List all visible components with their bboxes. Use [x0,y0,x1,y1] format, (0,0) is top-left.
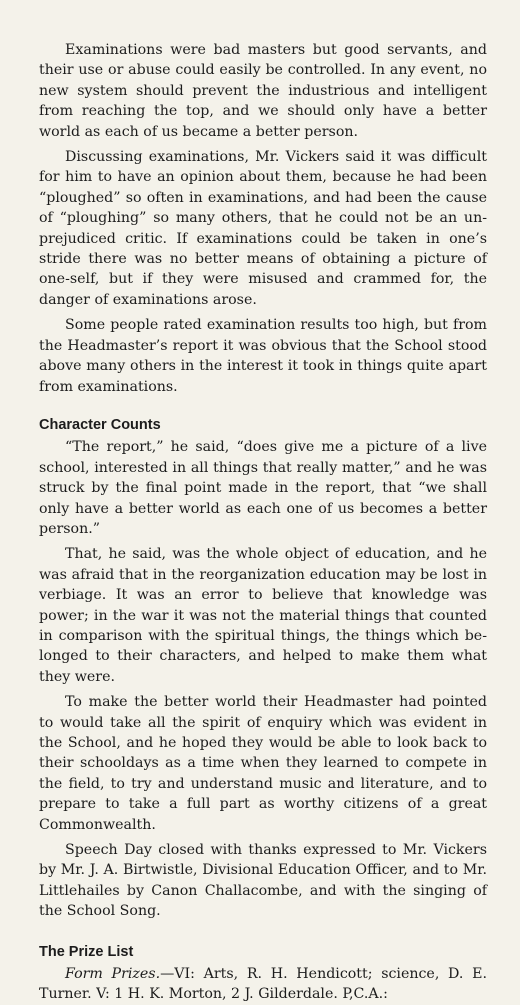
form-prizes-paragraph [39,964,487,1005]
section-heading-character-counts: Character Counts [39,416,161,433]
body-paragraph: “The report,” he said, “does give me a picture of a live school, interested in all things that really matter,” and he was struck by the final point made in the report, that “we shall only have a better world as each one of us becomes a better person.” [39,439,487,537]
body-paragraph: Some people rated examination results too high, but from the Headmaster’s report it was obvious that the School stood above many others in the interest it took in things quite apart from examinations. [39,317,487,395]
form-prizes-text: —VI: Arts, R. H. Hendicott; science, D. E. Turner. V: 1 H. K. Morton, 2 J. Gilderdale. P,C.A.: [39,966,487,1003]
form-prizes-label: Form Prizes. [65,966,161,983]
body-paragraph: Speech Day closed with thanks expressed to Mr. Vickers by Mr. J. A. Birtwistle, Divisional Education Officer, and to Mr. Littlehailes by Canon Challacombe, and with the singing of the School Song. [39,842,487,920]
body-paragraph: Examinations were bad masters but good servants, and their use or abuse could easily be controlled. In any event, no new system should prevent the industrious and intelligent from reaching the top, and we should only have a better world as each of us became a better person. [39,42,487,140]
section-heading-prize-list: The Prize List [39,943,134,960]
body-paragraph: Discussing examinations, Mr. Vickers said it was difficult for him to have an opinion about them, because he had been “ploughed” so often in examinations, and had been the cause of “ploughing” so many others, that he could not be an un-prejudiced critic. If examinations could be taken in one’s stride there was no better means of obtaining a picture of one-self, but if they were misused and crammed for, the danger of examinations arose. [39,149,487,308]
body-paragraph: To make the better world their Headmaster had pointed to would take all the spirit of enquiry which was evident in the School, and he hoped they would be able to look back to their schooldays as a time when they learned to compete in the field, to try and understand music and literature, and to prepare to take a full part as worthy citizens of a great Commonwealth. [39,694,487,833]
body-paragraph: That, he said, was the whole object of education, and he was afraid that in the reorganization education may be lost in verbiage. It was an error to believe that knowledge was power; in the war it was not the material things that counted in comparison with the spiritual things, the things which be-longed to their characters, and helped to make them what they were. [39,546,487,685]
document-page [39,40,487,1005]
